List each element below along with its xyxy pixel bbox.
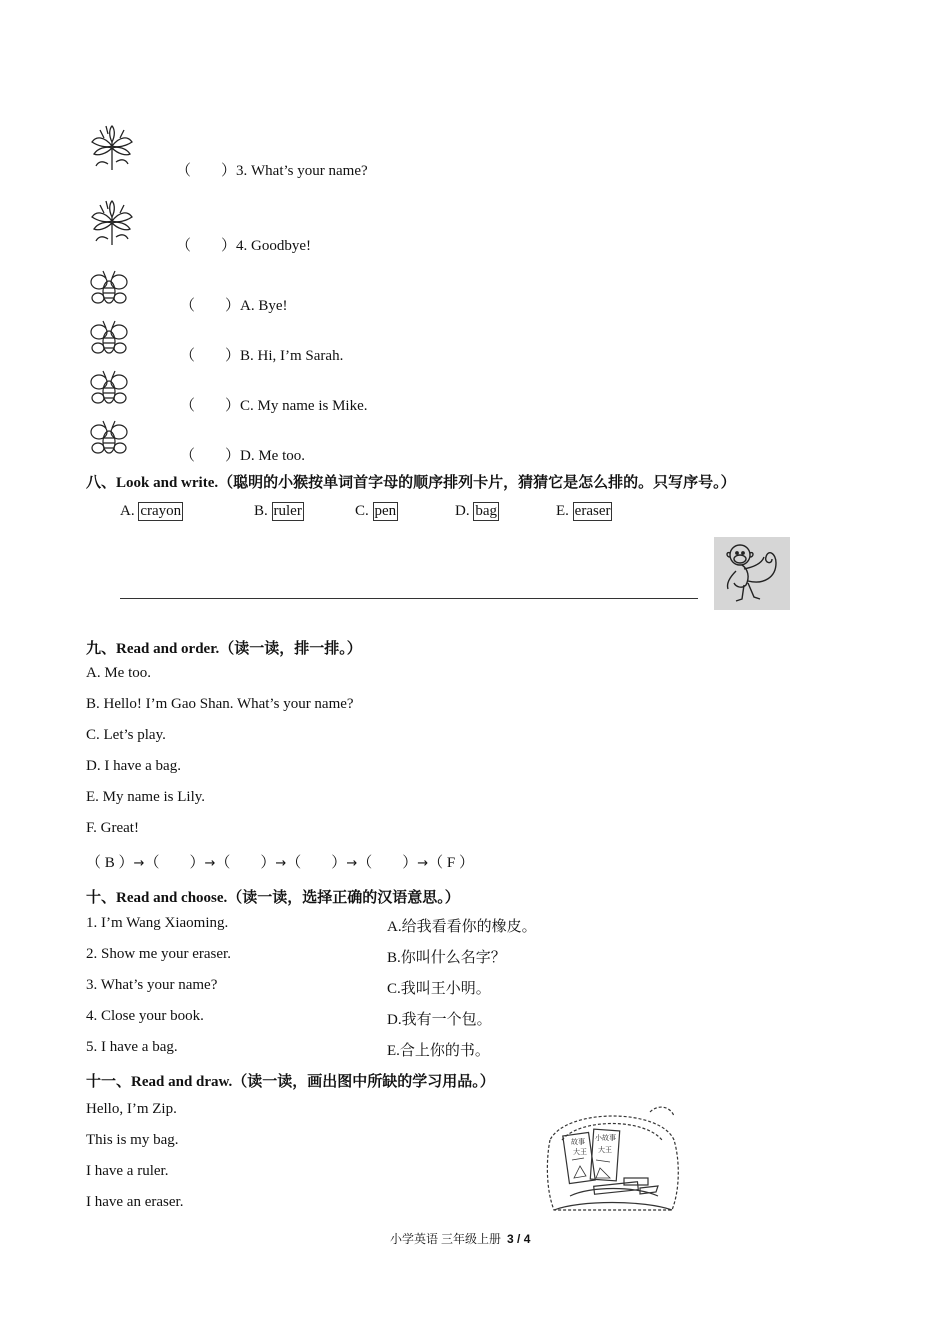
bee-icon bbox=[88, 418, 130, 463]
bee-icon bbox=[88, 368, 130, 413]
order-line-a: A. Me too. bbox=[86, 665, 151, 681]
flower-icon bbox=[86, 199, 138, 254]
book-label: 小故事 bbox=[595, 1134, 616, 1142]
answer-d: （ ）D. Me too. bbox=[180, 448, 306, 464]
draw-line-1: Hello, I’m Zip. bbox=[86, 1101, 177, 1117]
section-10-title: 十、Read and choose.（读一读，选择正确的汉语意思。） bbox=[86, 890, 460, 906]
order-slot-3[interactable]: （ ） bbox=[215, 855, 276, 871]
answer-c: （ ）C. My name is Mike. bbox=[180, 398, 368, 414]
order-sequence bbox=[86, 851, 474, 872]
order-line-d: D. I have a bag. bbox=[86, 758, 181, 774]
bee-icon bbox=[88, 318, 130, 363]
order-slot-4[interactable]: （ ） bbox=[286, 855, 347, 871]
arrow-icon: → bbox=[417, 856, 429, 871]
bee-icon bbox=[88, 268, 130, 313]
option-c: C. pen bbox=[355, 503, 397, 519]
option-a: A. crayon bbox=[120, 503, 182, 519]
choose-right-c: C.我叫王小明。 bbox=[387, 981, 491, 997]
book-label: 故事 bbox=[571, 1138, 585, 1146]
arrow-icon: → bbox=[275, 856, 287, 871]
answer-a: （ ）A. Bye! bbox=[180, 298, 288, 314]
order-slot-6[interactable]: （ F ） bbox=[428, 855, 475, 871]
choose-left-5: 5. I have a bag. bbox=[86, 1039, 178, 1055]
answer-paren[interactable]: （ ） bbox=[180, 298, 241, 314]
answer-line[interactable] bbox=[120, 598, 698, 599]
choose-right-a: A.给我看看你的橡皮。 bbox=[387, 919, 537, 935]
option-d: D. bag bbox=[455, 503, 498, 519]
option-e: E. eraser bbox=[556, 503, 611, 519]
question-4: （ ）4. Goodbye! bbox=[176, 238, 312, 254]
answer-paren[interactable]: （ ） bbox=[180, 398, 241, 414]
section-8-title: 八、Look and write.（聪明的小猴按单词首字母的顺序排列卡片，猜猜它是怎么排的。只写序号。） bbox=[86, 475, 736, 491]
order-line-c: C. Let’s play. bbox=[86, 727, 166, 743]
order-slot-5[interactable]: （ ） bbox=[357, 855, 418, 871]
order-slot-1[interactable]: （ B ） bbox=[86, 855, 134, 871]
word-card-crayon: crayon bbox=[140, 503, 182, 519]
monkey-icon bbox=[714, 537, 790, 615]
answer-paren[interactable]: （ ） bbox=[180, 348, 241, 364]
draw-line-3: I have a ruler. bbox=[86, 1163, 169, 1179]
choose-right-d: D.我有一个包。 bbox=[387, 1012, 492, 1028]
word-card-eraser: eraser bbox=[574, 503, 611, 519]
choose-left-4: 4. Close your book. bbox=[86, 1008, 204, 1024]
order-line-b: B. Hello! I’m Gao Shan. What’s your name? bbox=[86, 696, 354, 712]
answer-paren[interactable]: （ ） bbox=[176, 163, 237, 179]
arrow-icon: → bbox=[346, 856, 358, 871]
order-line-f: F. Great! bbox=[86, 820, 139, 836]
word-card-ruler: ruler bbox=[273, 503, 302, 519]
option-b: B. ruler bbox=[254, 503, 302, 519]
section-11-title: 十一、Read and draw.（读一读，画出图中所缺的学习用品。） bbox=[86, 1074, 495, 1090]
book-label: 大王 bbox=[598, 1146, 612, 1154]
arrow-icon: → bbox=[204, 856, 216, 871]
order-line-e: E. My name is Lily. bbox=[86, 789, 206, 805]
answer-paren[interactable]: （ ） bbox=[176, 238, 237, 254]
book-label: 大王 bbox=[573, 1148, 587, 1156]
choose-right-b: B.你叫什么名字？ bbox=[387, 950, 506, 966]
section-9-title: 九、Read and order.（读一读，排一排。） bbox=[86, 641, 362, 657]
choose-left-3: 3. What’s your name? bbox=[86, 977, 218, 993]
choose-left-1: 1. I’m Wang Xiaoming. bbox=[86, 915, 229, 931]
draw-line-4: I have an eraser. bbox=[86, 1194, 184, 1210]
answer-b: （ ）B. Hi, I’m Sarah. bbox=[180, 348, 344, 364]
question-3: （ ）3. What’s your name? bbox=[176, 163, 368, 179]
choose-right-e: E.合上你的书。 bbox=[387, 1043, 490, 1059]
answer-paren[interactable]: （ ） bbox=[180, 448, 241, 464]
page-footer: 小学英语 三年级上册 3 / 4 bbox=[390, 1232, 531, 1246]
draw-line-2: This is my bag. bbox=[86, 1132, 179, 1148]
choose-left-2: 2. Show me your eraser. bbox=[86, 946, 231, 962]
order-slot-2[interactable]: （ ） bbox=[144, 855, 205, 871]
arrow-icon: → bbox=[133, 856, 145, 871]
schoolbag-drawing[interactable] bbox=[540, 1100, 685, 1223]
word-card-pen: pen bbox=[374, 503, 397, 519]
word-card-bag: bag bbox=[475, 503, 498, 519]
flower-icon bbox=[86, 124, 138, 179]
